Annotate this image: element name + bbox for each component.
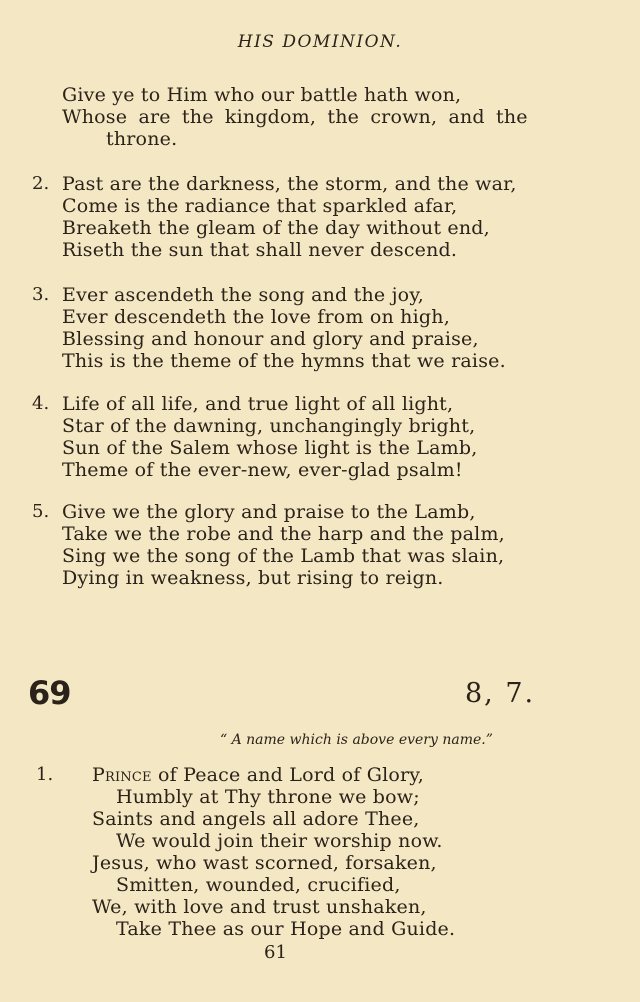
verse-line: Come is the radiance that sparkled afar,: [62, 195, 458, 217]
verse-line: Star of the dawning, unchangingly bright,: [62, 415, 476, 437]
verse-line: throne.: [106, 128, 178, 150]
first-word-small-caps: Prince: [92, 764, 152, 786]
running-header: HIS DOMINION.: [237, 32, 403, 52]
verse-line: Smitten, wounded, crucified,: [116, 874, 401, 896]
stanza-number: 4.: [32, 393, 50, 414]
verse-line: Theme of the ever-new, ever-glad psalm!: [62, 459, 463, 481]
hymn-number: 69: [28, 674, 71, 712]
verse-line: Sing we the song of the Lamb that was slain,: [62, 545, 505, 567]
verse-line: This is the theme of the hymns that we raise.: [62, 350, 506, 372]
stanza-number: 3.: [32, 284, 50, 305]
verse-line: Sun of the Salem whose light is the Lamb,: [62, 437, 478, 459]
verse-line: Give ye to Him who our battle hath won,: [62, 84, 462, 106]
verse-line: Past are the darkness, the storm, and the war,: [62, 173, 517, 195]
verse-line: Whose are the kingdom, the crown, and the: [62, 106, 528, 128]
verse-line: Take we the robe and the harp and the palm,: [62, 523, 505, 545]
verse-line: Saints and angels all adore Thee,: [92, 808, 420, 830]
verse-line: We would join their worship now.: [116, 830, 443, 852]
stanza-number: 2.: [32, 173, 50, 194]
stanza-number: 1.: [36, 764, 54, 785]
verse-line: Life of all life, and true light of all light,: [62, 393, 454, 415]
verse-line: Dying in weakness, but rising to reign.: [62, 567, 444, 589]
verse-line: Take Thee as our Hope and Guide.: [116, 918, 456, 940]
verse-line: Blessing and honour and glory and praise,: [62, 328, 479, 350]
hymn-epigraph: “ A name which is above every name.”: [220, 732, 493, 748]
verse-line: Give we the glory and praise to the Lamb,: [62, 501, 476, 523]
verse-line: Jesus, who wast scorned, forsaken,: [92, 852, 437, 874]
verse-line: We, with love and trust unshaken,: [92, 896, 427, 918]
verse-line: Breaketh the gleam of the day without end,: [62, 217, 490, 239]
first-line-rest: of Peace and Lord of Glory,: [151, 764, 424, 786]
verse-line: Ever descendeth the love from on high,: [62, 306, 450, 328]
verse-line: Riseth the sun that shall never descend.: [62, 239, 458, 261]
verse-first-line: [92, 764, 424, 786]
hymn-meter: 8, 7.: [465, 678, 536, 709]
verse-line: Humbly at Thy throne we bow;: [116, 786, 420, 808]
stanza-number: 5.: [32, 501, 50, 522]
page-number: 61: [264, 942, 287, 963]
verse-line: Ever ascendeth the song and the joy,: [62, 284, 424, 306]
